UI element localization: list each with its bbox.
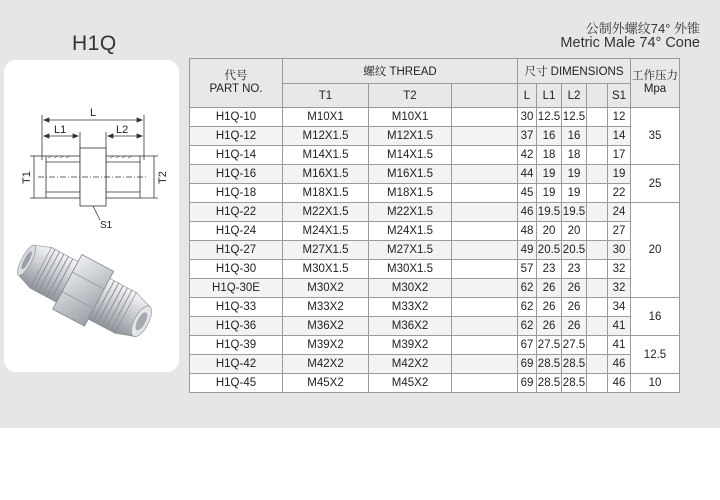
cell-pressure: 35 [631, 108, 680, 165]
cell-l2: 23 [562, 260, 587, 279]
cell-blank [587, 374, 608, 393]
cell-blank [587, 260, 608, 279]
cell-t1: M24X1.5 [283, 222, 369, 241]
cell-l1: 28.5 [537, 355, 562, 374]
cell-l1: 19.5 [537, 203, 562, 222]
table-row [190, 355, 680, 374]
cell-t2: M39X2 [369, 336, 452, 355]
cell-l1: 18 [537, 146, 562, 165]
cell-part: H1Q-14 [190, 146, 283, 165]
fitting-photo [4, 220, 179, 370]
cell-pressure: 16 [631, 298, 680, 336]
cell-l: 49 [518, 241, 537, 260]
cell-s1: 41 [608, 336, 631, 355]
cell-l: 44 [518, 165, 537, 184]
cell-s1: 46 [608, 374, 631, 393]
cell-blank [587, 184, 608, 203]
cell-s1: 14 [608, 127, 631, 146]
cell-l2: 28.5 [562, 355, 587, 374]
cell-blank [452, 108, 518, 127]
cell-part: H1Q-30E [190, 279, 283, 298]
cell-pressure: 12.5 [631, 336, 680, 374]
cell-blank [452, 336, 518, 355]
cell-t2: M22X1.5 [369, 203, 452, 222]
cell-s1: 30 [608, 241, 631, 260]
cell-t2: M12X1.5 [369, 127, 452, 146]
cell-l2: 12.5 [562, 108, 587, 127]
cell-l: 62 [518, 317, 537, 336]
table-row [190, 184, 680, 203]
cell-t1: M16X1.5 [283, 165, 369, 184]
cell-blank [587, 317, 608, 336]
cell-pressure: 20 [631, 203, 680, 298]
table-row [190, 203, 680, 222]
cell-blank [452, 241, 518, 260]
cell-l1: 19 [537, 165, 562, 184]
col-part-no [190, 59, 283, 108]
cell-pressure: 10 [631, 374, 680, 393]
drawing-label-s1: S1 [100, 220, 113, 230]
cell-blank [587, 165, 608, 184]
cell-t1: M36X2 [283, 317, 369, 336]
cell-t1: M27X1.5 [283, 241, 369, 260]
cell-t1: M45X2 [283, 374, 369, 393]
cell-t1: M12X1.5 [283, 127, 369, 146]
cell-t2: M24X1.5 [369, 222, 452, 241]
cell-l: 46 [518, 203, 537, 222]
cell-blank [452, 127, 518, 146]
cell-l: 57 [518, 260, 537, 279]
cell-blank [452, 298, 518, 317]
cell-part: H1Q-16 [190, 165, 283, 184]
cell-l2: 20 [562, 222, 587, 241]
cell-t1: M14X1.5 [283, 146, 369, 165]
cell-part: H1Q-22 [190, 203, 283, 222]
cell-t1: M39X2 [283, 336, 369, 355]
cell-l1: 26 [537, 298, 562, 317]
table-row [190, 336, 680, 355]
specification-table [189, 58, 680, 393]
cell-s1: 27 [608, 222, 631, 241]
cell-t2: M10X1 [369, 108, 452, 127]
pressure-cn: 工作压力 [632, 70, 678, 82]
cell-l1: 19 [537, 184, 562, 203]
table-row [190, 260, 680, 279]
cell-part: H1Q-12 [190, 127, 283, 146]
table-row [190, 374, 680, 393]
cell-t2: M45X2 [369, 374, 452, 393]
model-title: H1Q [72, 32, 117, 55]
col-thread: 螺纹 THREAD [283, 59, 518, 84]
cell-l1: 28.5 [537, 374, 562, 393]
cell-l2: 26 [562, 279, 587, 298]
cell-l2: 19 [562, 165, 587, 184]
cell-part: H1Q-42 [190, 355, 283, 374]
cell-blank [452, 355, 518, 374]
cell-blank [452, 222, 518, 241]
cell-blank [452, 146, 518, 165]
table-row [190, 165, 680, 184]
cell-t2: M16X1.5 [369, 165, 452, 184]
cell-part: H1Q-18 [190, 184, 283, 203]
cell-blank [452, 165, 518, 184]
cell-part: H1Q-27 [190, 241, 283, 260]
cell-l: 69 [518, 374, 537, 393]
cell-blank [587, 279, 608, 298]
cell-t1: M22X1.5 [283, 203, 369, 222]
cell-l: 42 [518, 146, 537, 165]
cell-t2: M42X2 [369, 355, 452, 374]
cell-l2: 16 [562, 127, 587, 146]
cell-l: 62 [518, 279, 537, 298]
cell-l1: 12.5 [537, 108, 562, 127]
cell-t1: M42X2 [283, 355, 369, 374]
cell-part: H1Q-36 [190, 317, 283, 336]
table-row [190, 108, 680, 127]
cell-l2: 20.5 [562, 241, 587, 260]
cell-blank [452, 374, 518, 393]
cell-part: H1Q-39 [190, 336, 283, 355]
cell-part: H1Q-10 [190, 108, 283, 127]
cell-s1: 12 [608, 108, 631, 127]
table-row [190, 298, 680, 317]
cell-s1: 32 [608, 279, 631, 298]
cell-s1: 41 [608, 317, 631, 336]
col-l1: L1 [537, 84, 562, 108]
part-no-cn: 代号 [224, 70, 248, 82]
cell-blank [452, 260, 518, 279]
cell-blank [587, 336, 608, 355]
col-thread-blank [452, 84, 518, 108]
cell-blank [587, 203, 608, 222]
pressure-unit: Mpa [643, 83, 667, 95]
cell-l1: 23 [537, 260, 562, 279]
cell-l: 62 [518, 298, 537, 317]
cell-blank [587, 146, 608, 165]
drawing-label-t2: T2 [157, 171, 169, 184]
cell-blank [452, 184, 518, 203]
col-dimensions: 尺寸 DIMENSIONS [518, 59, 631, 84]
drawing-label-l: L [90, 107, 97, 119]
cell-l: 67 [518, 336, 537, 355]
cell-blank [587, 127, 608, 146]
drawing-label-t1: T1 [21, 171, 33, 184]
cell-blank [587, 222, 608, 241]
cell-l2: 26 [562, 317, 587, 336]
cell-t1: M18X1.5 [283, 184, 369, 203]
cell-blank [587, 298, 608, 317]
col-l2: L2 [562, 84, 587, 108]
header-english: Metric Male 74° Cone [560, 35, 700, 51]
cell-s1: 24 [608, 203, 631, 222]
cell-l2: 27.5 [562, 336, 587, 355]
cell-l: 30 [518, 108, 537, 127]
cell-t2: M30X2 [369, 279, 452, 298]
cell-s1: 34 [608, 298, 631, 317]
cell-t1: M30X1.5 [283, 260, 369, 279]
part-no-en: PART NO. [209, 83, 263, 95]
table-row [190, 317, 680, 336]
cell-l1: 26 [537, 279, 562, 298]
table-row [190, 146, 680, 165]
cell-l: 37 [518, 127, 537, 146]
cell-l1: 20.5 [537, 241, 562, 260]
cell-t2: M18X1.5 [369, 184, 452, 203]
cell-t2: M14X1.5 [369, 146, 452, 165]
col-t1: T1 [283, 84, 369, 108]
cell-pressure: 25 [631, 165, 680, 203]
technical-drawing [4, 60, 179, 230]
cell-part: H1Q-24 [190, 222, 283, 241]
cell-blank [587, 108, 608, 127]
cell-t1: M33X2 [283, 298, 369, 317]
cell-t2: M33X2 [369, 298, 452, 317]
col-t2: T2 [369, 84, 452, 108]
cell-blank [452, 317, 518, 336]
col-dim-blank [587, 84, 608, 108]
cell-l2: 18 [562, 146, 587, 165]
table-row [190, 279, 680, 298]
cell-l: 69 [518, 355, 537, 374]
drawing-label-l2: L2 [116, 124, 129, 136]
cell-blank [587, 241, 608, 260]
cell-s1: 17 [608, 146, 631, 165]
table-row [190, 127, 680, 146]
cell-blank [452, 203, 518, 222]
cell-t1: M30X2 [283, 279, 369, 298]
cell-part: H1Q-30 [190, 260, 283, 279]
cell-s1: 22 [608, 184, 631, 203]
col-s1: S1 [608, 84, 631, 108]
cell-t2: M36X2 [369, 317, 452, 336]
cell-l1: 16 [537, 127, 562, 146]
cell-t2: M27X1.5 [369, 241, 452, 260]
cell-s1: 46 [608, 355, 631, 374]
cell-l2: 28.5 [562, 374, 587, 393]
cell-t1: M10X1 [283, 108, 369, 127]
header-chinese: 公制外螺纹74° 外锥 [585, 21, 700, 36]
cell-blank [587, 355, 608, 374]
cell-l1: 26 [537, 317, 562, 336]
table-row [190, 222, 680, 241]
cell-l: 48 [518, 222, 537, 241]
col-pressure [631, 59, 680, 108]
table-row [190, 241, 680, 260]
cell-l2: 19 [562, 184, 587, 203]
cell-l2: 19.5 [562, 203, 587, 222]
cell-part: H1Q-45 [190, 374, 283, 393]
cell-l: 45 [518, 184, 537, 203]
cell-t2: M30X1.5 [369, 260, 452, 279]
cell-l1: 27.5 [537, 336, 562, 355]
cell-blank [452, 279, 518, 298]
cell-l2: 26 [562, 298, 587, 317]
cell-s1: 19 [608, 165, 631, 184]
cell-l1: 20 [537, 222, 562, 241]
col-l: L [518, 84, 537, 108]
cell-part: H1Q-33 [190, 298, 283, 317]
drawing-label-l1: L1 [54, 124, 67, 136]
cell-s1: 32 [608, 260, 631, 279]
